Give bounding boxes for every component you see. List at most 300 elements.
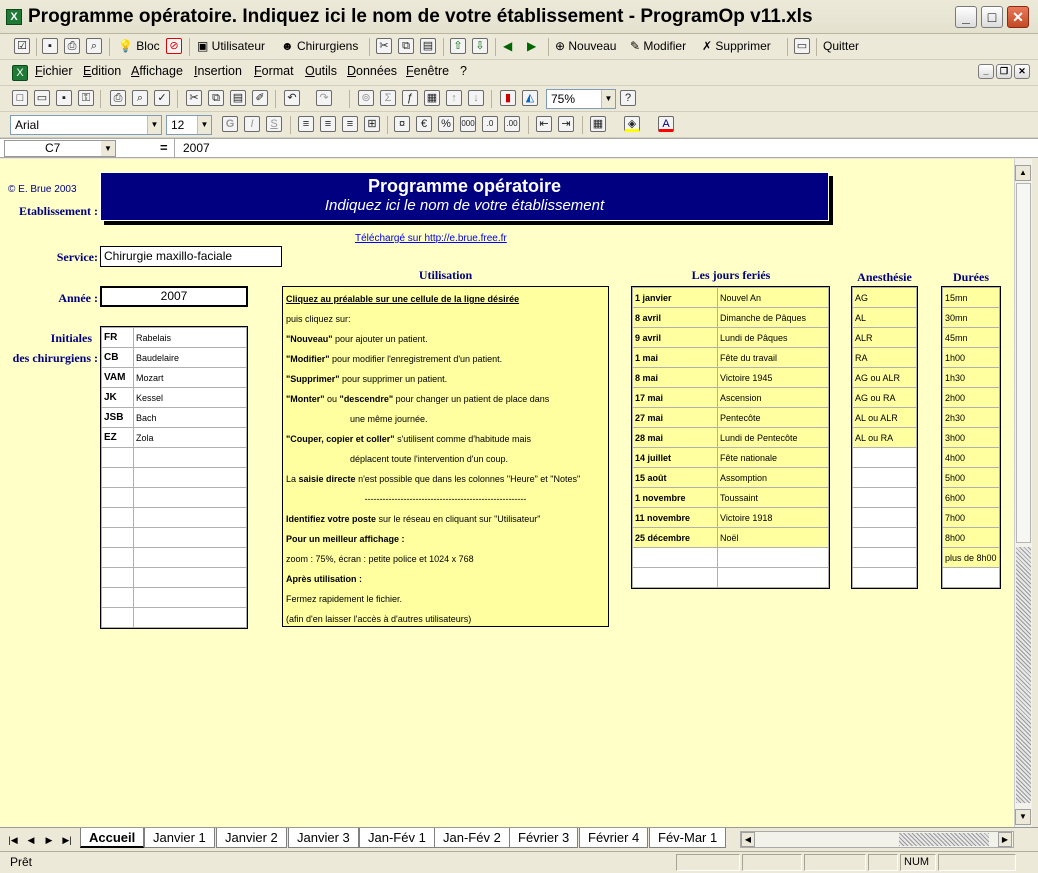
surgeon-name-cell[interactable]: [134, 528, 247, 548]
holiday-date-cell[interactable]: [633, 548, 718, 568]
holiday-date-cell[interactable]: 8 avril: [633, 308, 718, 328]
save-icon[interactable]: ▪: [42, 38, 58, 54]
surgeon-row[interactable]: [102, 588, 247, 608]
surgeon-name-cell[interactable]: [134, 608, 247, 628]
initiales-label: Initiales: [50, 331, 92, 345]
usage-line-16: Fermez rapidement le fichier.: [286, 594, 403, 604]
surgeon-name-cell[interactable]: Mozart: [134, 368, 247, 388]
holiday-row[interactable]: [633, 508, 829, 528]
anesthesie-table[interactable]: [852, 287, 917, 588]
duree-cell[interactable]: 2h00: [943, 388, 1000, 408]
anesthesie-cell[interactable]: [853, 468, 917, 488]
nouveau-button[interactable]: ⊕ Nouveau: [555, 39, 617, 53]
annee-label: Année :: [58, 291, 98, 305]
surgeon-name-cell[interactable]: Bach: [134, 408, 247, 428]
surgeons-table[interactable]: [101, 327, 247, 628]
cut-icon[interactable]: ✂: [376, 38, 392, 54]
tab-janvier-1[interactable]: Janvier 1: [144, 828, 215, 848]
maximize-button[interactable]: □: [981, 6, 1003, 28]
bloc-button[interactable]: 💡 Bloc: [118, 39, 160, 53]
usage-separator: ------------------------------------------------------: [364, 494, 527, 504]
sheet-tab-bar: [0, 827, 1038, 851]
holiday-date-cell[interactable]: [633, 568, 718, 588]
usage-line-17: (afin d'en laisser l'accès à d'autres utilisateurs): [286, 614, 472, 624]
surgeon-initials-cell[interactable]: [102, 568, 134, 588]
holiday-date-cell[interactable]: 8 mai: [633, 368, 718, 388]
surgeon-initials-cell[interactable]: [102, 468, 134, 488]
arrow-right-icon[interactable]: ▶: [527, 39, 537, 53]
menu-edition[interactable]: Edition: [83, 64, 122, 78]
anesthesie-row[interactable]: [853, 568, 917, 588]
usage-couper: "Couper, copier et coller": [286, 434, 395, 444]
status-panel-4: [868, 854, 898, 871]
duree-cell[interactable]: plus de 8h00: [943, 548, 1000, 568]
utilisateur-button[interactable]: ▣ Utilisateur: [197, 39, 266, 53]
scroll-down-icon[interactable]: ▼: [1015, 809, 1031, 825]
usage-monter: "Monter": [286, 394, 325, 404]
anesthesie-row[interactable]: [853, 428, 917, 448]
formula-input[interactable]: 2007: [174, 139, 1034, 158]
align-left-icon[interactable]: ≡: [298, 116, 314, 132]
surgeon-row[interactable]: [102, 328, 247, 348]
help-icon[interactable]: ?: [620, 90, 636, 106]
service-field[interactable]: Chirurgie maxillo-faciale: [100, 246, 282, 267]
tab-fev-mar-1[interactable]: Fév-Mar 1: [649, 828, 726, 848]
quitter-button[interactable]: Quitter: [823, 39, 860, 53]
holiday-date-cell[interactable]: 1 janvier: [633, 288, 718, 308]
usage-line-6: pour changer un patient de place dans: [393, 394, 550, 404]
menu-fichier[interactable]: Fichier: [35, 64, 73, 78]
align-right-icon[interactable]: ≡: [342, 116, 358, 132]
hyperlink-icon[interactable]: ⊚: [358, 90, 374, 106]
surgeon-row[interactable]: [102, 508, 247, 528]
jours-feries-header: Les jours feriés: [691, 268, 771, 282]
surgeon-row[interactable]: [102, 548, 247, 568]
scroll-thumb[interactable]: [1016, 183, 1031, 543]
no-entry-icon[interactable]: ⊘: [166, 38, 182, 54]
surgeon-name-cell[interactable]: Baudelaire: [134, 348, 247, 368]
anesthesie-cell[interactable]: [853, 528, 917, 548]
tab-janvier-3[interactable]: Janvier 3: [288, 828, 359, 848]
annee-field[interactable]: 2007: [100, 286, 248, 307]
checklist-icon[interactable]: ☑: [14, 38, 30, 54]
holiday-name-cell[interactable]: Pentecôte: [718, 408, 829, 428]
anesthesie-cell[interactable]: [853, 568, 917, 588]
print-icon[interactable]: ⎙: [64, 38, 80, 54]
anesthesie-row[interactable]: [853, 528, 917, 548]
tab-janvier-2[interactable]: Janvier 2: [216, 828, 287, 848]
menu-fenetre[interactable]: Fenêtre: [406, 64, 450, 78]
align-center-icon[interactable]: ≡: [320, 116, 336, 132]
anesthesie-cell[interactable]: ALR: [853, 328, 917, 348]
redo-icon[interactable]: ↷: [316, 90, 332, 106]
holiday-date-cell[interactable]: 25 décembre: [633, 528, 718, 548]
close-button[interactable]: ✕: [1007, 6, 1029, 28]
usage-line-8: s'utilisent comme d'habitude mais: [394, 434, 532, 444]
holiday-name-cell[interactable]: Fête du travail: [718, 348, 829, 368]
holiday-name-cell[interactable]: Lundi de Pâques: [718, 328, 829, 348]
chirurgiens-label: des chirurgiens :: [12, 351, 98, 365]
font-size-select[interactable]: 12 ▼: [166, 115, 212, 135]
surgeon-row[interactable]: [102, 568, 247, 588]
duree-row[interactable]: [943, 348, 1000, 368]
surgeon-row[interactable]: [102, 468, 247, 488]
anesthesie-row[interactable]: [853, 448, 917, 468]
chirurgiens-button[interactable]: ☻ Chirurgiens: [281, 39, 359, 53]
surgeon-initials-cell[interactable]: [102, 528, 134, 548]
holiday-date-cell[interactable]: 28 mai: [633, 428, 718, 448]
open-icon[interactable]: ▭: [34, 90, 50, 106]
duree-cell[interactable]: 5h00: [943, 468, 1000, 488]
duree-row[interactable]: [943, 528, 1000, 548]
banner-subtitle: Indiquez ici le nom de votre établissement: [324, 197, 605, 214]
anesthesie-row[interactable]: [853, 488, 917, 508]
holiday-date-cell[interactable]: 1 novembre: [633, 488, 718, 508]
holiday-date-cell[interactable]: 1 mai: [633, 348, 718, 368]
move-up-icon[interactable]: ⇧: [450, 38, 466, 54]
modifier-button[interactable]: ✎ Modifier: [630, 39, 687, 53]
paste-icon[interactable]: ▤: [230, 90, 246, 106]
menu-help[interactable]: ?: [460, 64, 467, 78]
surgeon-row[interactable]: [102, 348, 247, 368]
anesthesie-row[interactable]: [853, 308, 917, 328]
tab-jan-fev-2[interactable]: Jan-Fév 2: [434, 828, 510, 848]
hscroll-track: [899, 833, 989, 846]
arrow-left-icon[interactable]: ◀: [503, 39, 513, 53]
surgeon-initials-cell[interactable]: VAM: [102, 368, 134, 388]
surgeon-initials-cell[interactable]: [102, 488, 134, 508]
usage-line-14: zoom : 75%, écran : petite police et 1024 x 768: [286, 554, 474, 564]
holiday-name-cell[interactable]: Ascension: [718, 388, 829, 408]
menu-donnees[interactable]: Données: [347, 64, 398, 78]
duree-row[interactable]: [943, 548, 1000, 568]
holiday-row[interactable]: [633, 548, 829, 568]
custom-toolbar: [0, 34, 1038, 60]
surgeon-row[interactable]: [102, 388, 247, 408]
holiday-row[interactable]: [633, 328, 829, 348]
anesthesie-cell[interactable]: [853, 448, 917, 468]
italic-button[interactable]: I: [244, 116, 260, 132]
duree-row[interactable]: [943, 388, 1000, 408]
holiday-date-cell[interactable]: 14 juillet: [633, 448, 718, 468]
usage-supprimer: "Supprimer": [286, 374, 340, 384]
surgeon-initials-cell[interactable]: [102, 448, 134, 468]
duree-row[interactable]: [943, 488, 1000, 508]
surgeon-row[interactable]: [102, 608, 247, 628]
surgeon-name-cell[interactable]: [134, 488, 247, 508]
decrease-decimal-icon[interactable]: .00: [504, 116, 520, 132]
surgeon-name-cell[interactable]: Zola: [134, 428, 247, 448]
anesthesie-row[interactable]: [853, 548, 917, 568]
surgeon-initials-cell[interactable]: JSB: [102, 408, 134, 428]
menu-bar: [0, 60, 1038, 86]
holiday-date-cell[interactable]: 15 août: [633, 468, 718, 488]
copy-icon[interactable]: ⧉: [398, 38, 414, 54]
holiday-row[interactable]: [633, 308, 829, 328]
surgeon-name-cell[interactable]: Kessel: [134, 388, 247, 408]
vertical-scrollbar[interactable]: [1014, 159, 1032, 827]
holiday-row[interactable]: [633, 368, 829, 388]
usage-line-4: pour modifier l'enregistrement d'un patient.: [329, 354, 503, 364]
drawing-icon[interactable]: ◭: [522, 90, 538, 106]
duree-cell[interactable]: 1h00: [943, 348, 1000, 368]
underline-button[interactable]: S: [266, 116, 282, 132]
num-lock-indicator: NUM: [900, 854, 936, 871]
duree-cell[interactable]: 15mn: [943, 288, 1000, 308]
anesthesie-cell[interactable]: [853, 508, 917, 528]
percent-icon[interactable]: %: [438, 116, 454, 132]
holiday-row[interactable]: [633, 468, 829, 488]
surgeon-row[interactable]: [102, 368, 247, 388]
font-color-icon[interactable]: A: [658, 116, 674, 132]
function-icon[interactable]: ƒ: [402, 90, 418, 106]
borders-icon[interactable]: ▦: [590, 116, 606, 132]
holiday-row[interactable]: [633, 568, 829, 588]
anesthesie-cell[interactable]: AL ou ALR: [853, 408, 917, 428]
surgeon-initials-cell[interactable]: EZ: [102, 428, 134, 448]
scroll-up-icon[interactable]: ▲: [1015, 165, 1031, 181]
surgeon-name-cell[interactable]: Rabelais: [134, 328, 247, 348]
doc-minimize-button[interactable]: _: [978, 64, 994, 79]
first-sheet-icon[interactable]: |◀: [8, 835, 18, 845]
holiday-name-cell[interactable]: [718, 548, 829, 568]
banner[interactable]: [100, 172, 829, 221]
surgeon-initials-cell[interactable]: [102, 608, 134, 628]
surgeon-initials-cell[interactable]: [102, 588, 134, 608]
anesthesie-row[interactable]: [853, 288, 917, 308]
menu-format[interactable]: Format: [254, 64, 294, 78]
duree-row[interactable]: [943, 328, 1000, 348]
increase-decimal-icon[interactable]: .0: [482, 116, 498, 132]
duree-row[interactable]: [943, 468, 1000, 488]
standard-toolbar: [0, 86, 1038, 112]
duree-row[interactable]: [943, 408, 1000, 428]
menu-outils[interactable]: Outils: [305, 64, 337, 78]
usage-modifier: "Modifier": [286, 354, 330, 364]
anesthesie-cell[interactable]: AL: [853, 308, 917, 328]
holiday-name-cell[interactable]: Victoire 1945: [718, 368, 829, 388]
duree-row[interactable]: [943, 508, 1000, 528]
holiday-row[interactable]: [633, 288, 829, 308]
holiday-row[interactable]: [633, 428, 829, 448]
duree-cell[interactable]: 2h30: [943, 408, 1000, 428]
anesthesie-row[interactable]: [853, 508, 917, 528]
surgeon-row[interactable]: [102, 448, 247, 468]
surgeon-row[interactable]: [102, 428, 247, 448]
duree-cell[interactable]: 30mn: [943, 308, 1000, 328]
format-painter-icon[interactable]: ✐: [252, 90, 268, 106]
duree-cell[interactable]: 7h00: [943, 508, 1000, 528]
scroll-right-icon[interactable]: ▶: [998, 832, 1012, 847]
scroll-left-icon[interactable]: ◀: [741, 832, 755, 847]
anesthesie-row[interactable]: [853, 328, 917, 348]
download-link[interactable]: Téléchargé sur http://e.brue.free.fr: [355, 233, 507, 244]
surgeon-initials-cell[interactable]: CB: [102, 348, 134, 368]
surgeon-row[interactable]: [102, 528, 247, 548]
new-icon[interactable]: □: [12, 90, 28, 106]
duree-row[interactable]: [943, 568, 1000, 588]
font-select[interactable]: Arial ▼: [10, 115, 162, 135]
holiday-date-cell[interactable]: 11 novembre: [633, 508, 718, 528]
holiday-date-cell[interactable]: 27 mai: [633, 408, 718, 428]
save-icon[interactable]: ▪: [56, 90, 72, 106]
autosum-icon[interactable]: Σ: [380, 90, 396, 106]
sort-ascending-icon[interactable]: ↑: [446, 90, 462, 106]
menu-insertion[interactable]: Insertion: [194, 64, 242, 78]
window-title: Programme opératoire. Indiquez ici le nom de votre établissement - ProgramOp v11.xls: [28, 6, 813, 27]
surgeon-initials-cell[interactable]: [102, 508, 134, 528]
zoom-select[interactable]: 75% ▼: [546, 89, 616, 109]
anesthesie-cell[interactable]: RA: [853, 348, 917, 368]
holiday-name-cell[interactable]: Assomption: [718, 468, 829, 488]
name-box[interactable]: C7 ▼: [4, 140, 116, 157]
tab-accueil[interactable]: Accueil: [80, 828, 144, 848]
anesthesie-cell[interactable]: AL ou RA: [853, 428, 917, 448]
tab-jan-fev-1[interactable]: Jan-Fév 1: [359, 828, 435, 848]
holiday-name-cell[interactable]: Lundi de Pentecôte: [718, 428, 829, 448]
holiday-name-cell[interactable]: Dimanche de Pâques: [718, 308, 829, 328]
window-icon[interactable]: ▭: [794, 38, 810, 54]
durees-table[interactable]: [942, 287, 1000, 588]
holiday-row[interactable]: [633, 448, 829, 468]
anesthesie-cell[interactable]: AG ou ALR: [853, 368, 917, 388]
copyright-text: © E. Brue 2003: [8, 184, 77, 195]
print-preview-icon[interactable]: ⌕: [132, 90, 148, 106]
supprimer-button[interactable]: ✗ Supprimer: [702, 39, 771, 53]
duree-cell[interactable]: 1h30: [943, 368, 1000, 388]
merge-center-icon[interactable]: ⊞: [364, 116, 380, 132]
thousands-icon[interactable]: 000: [460, 116, 476, 132]
anesthesie-row[interactable]: [853, 468, 917, 488]
usage-identifiez: Identifiez votre poste: [286, 514, 377, 524]
usage-line-3: pour ajouter un patient.: [332, 334, 428, 344]
holiday-row[interactable]: [633, 408, 829, 428]
status-text: Prêt: [10, 855, 33, 869]
duree-row[interactable]: [943, 448, 1000, 468]
duree-row[interactable]: [943, 368, 1000, 388]
duree-row[interactable]: [943, 428, 1000, 448]
permission-icon[interactable]: ⚿: [78, 90, 94, 106]
surgeon-initials-cell[interactable]: FR: [102, 328, 134, 348]
doc-restore-button[interactable]: ❐: [996, 64, 1012, 79]
holiday-row[interactable]: [633, 348, 829, 368]
surgeon-row[interactable]: [102, 408, 247, 428]
duree-row[interactable]: [943, 308, 1000, 328]
usage-line-1: Cliquez au préalable sur une cellule de la ligne désirée: [286, 294, 520, 304]
spelling-icon[interactable]: ✓: [154, 90, 170, 106]
menu-affichage[interactable]: Affichage: [131, 64, 183, 78]
minimize-button[interactable]: _: [955, 6, 977, 28]
duree-cell[interactable]: [943, 568, 1000, 588]
chart-wizard-icon[interactable]: ▮: [500, 90, 516, 106]
fill-color-icon[interactable]: ◈: [624, 116, 640, 132]
usage-panel: [282, 286, 609, 627]
currency-icon[interactable]: ¤: [394, 116, 410, 132]
duree-cell[interactable]: 6h00: [943, 488, 1000, 508]
duree-row[interactable]: [943, 288, 1000, 308]
holiday-date-cell[interactable]: 9 avril: [633, 328, 718, 348]
durees-header: Durées: [953, 270, 989, 284]
surgeon-name-cell[interactable]: [134, 548, 247, 568]
prev-sheet-icon[interactable]: ◀: [27, 835, 35, 845]
calculator-icon[interactable]: ▦: [424, 90, 440, 106]
anesthesie-cell[interactable]: [853, 488, 917, 508]
tab-fevrier-3[interactable]: Février 3: [509, 828, 578, 848]
duree-cell[interactable]: 3h00: [943, 428, 1000, 448]
surgeon-name-cell[interactable]: [134, 508, 247, 528]
holiday-row[interactable]: [633, 488, 829, 508]
surgeon-row[interactable]: [102, 488, 247, 508]
print-icon[interactable]: ⎙: [110, 90, 126, 106]
holiday-name-cell[interactable]: [718, 568, 829, 588]
anesthesie-cell[interactable]: AG: [853, 288, 917, 308]
workbook-icon[interactable]: X: [12, 65, 28, 81]
holiday-name-cell[interactable]: Toussaint: [718, 488, 829, 508]
anesthesie-row[interactable]: [853, 388, 917, 408]
sort-descending-icon[interactable]: ↓: [468, 90, 484, 106]
increase-indent-icon[interactable]: ⇥: [558, 116, 574, 132]
surgeon-initials-cell[interactable]: JK: [102, 388, 134, 408]
usage-nouveau: "Nouveau": [286, 334, 333, 344]
surgeon-name-cell[interactable]: [134, 448, 247, 468]
move-down-icon[interactable]: ⇩: [472, 38, 488, 54]
duree-cell[interactable]: 4h00: [943, 448, 1000, 468]
next-sheet-icon[interactable]: ▶: [45, 835, 53, 845]
usage-line-12: sur le réseau en cliquant sur "Utilisateur": [376, 514, 541, 524]
horizontal-scrollbar[interactable]: [740, 831, 1014, 848]
holidays-table[interactable]: [632, 287, 829, 588]
usage-line-13: Pour un meilleur affichage :: [286, 534, 405, 544]
undo-icon[interactable]: ↶: [284, 90, 300, 106]
holiday-name-cell[interactable]: Victoire 1918: [718, 508, 829, 528]
surgeon-initials-cell[interactable]: [102, 548, 134, 568]
holiday-row[interactable]: [633, 528, 829, 548]
holiday-name-cell[interactable]: Nouvel An: [718, 288, 829, 308]
anesthesie-row[interactable]: [853, 348, 917, 368]
holiday-row[interactable]: [633, 388, 829, 408]
service-label: Service:: [56, 250, 98, 264]
decrease-indent-icon[interactable]: ⇤: [536, 116, 552, 132]
tab-fevrier-4[interactable]: Février 4: [579, 828, 648, 848]
status-panel-3: [804, 854, 866, 871]
anesthesie-row[interactable]: [853, 408, 917, 428]
anesthesie-cell[interactable]: [853, 548, 917, 568]
usage-line-5: pour supprimer un patient.: [339, 374, 448, 384]
bold-button[interactable]: G: [222, 116, 238, 132]
last-sheet-icon[interactable]: ▶|: [62, 835, 72, 845]
cut-icon[interactable]: ✂: [186, 90, 202, 106]
anesthesie-cell[interactable]: AG ou RA: [853, 388, 917, 408]
usage-la: La: [286, 474, 299, 484]
duree-cell[interactable]: 45mn: [943, 328, 1000, 348]
holiday-name-cell[interactable]: Fête nationale: [718, 448, 829, 468]
excel-icon[interactable]: X: [6, 9, 22, 25]
paste-icon[interactable]: ▤: [420, 38, 436, 54]
formula-equals: =: [160, 140, 168, 155]
holiday-date-cell[interactable]: 17 mai: [633, 388, 718, 408]
surgeon-name-cell[interactable]: [134, 568, 247, 588]
surgeon-name-cell[interactable]: [134, 588, 247, 608]
euro-icon[interactable]: €: [416, 116, 432, 132]
copy-icon[interactable]: ⧉: [208, 90, 224, 106]
surgeon-name-cell[interactable]: [134, 468, 247, 488]
anesthesie-row[interactable]: [853, 368, 917, 388]
worksheet[interactable]: [0, 159, 1014, 827]
print-preview-icon[interactable]: ⌕: [86, 38, 102, 54]
holiday-name-cell[interactable]: Noël: [718, 528, 829, 548]
doc-close-button[interactable]: ✕: [1014, 64, 1030, 79]
duree-cell[interactable]: 8h00: [943, 528, 1000, 548]
